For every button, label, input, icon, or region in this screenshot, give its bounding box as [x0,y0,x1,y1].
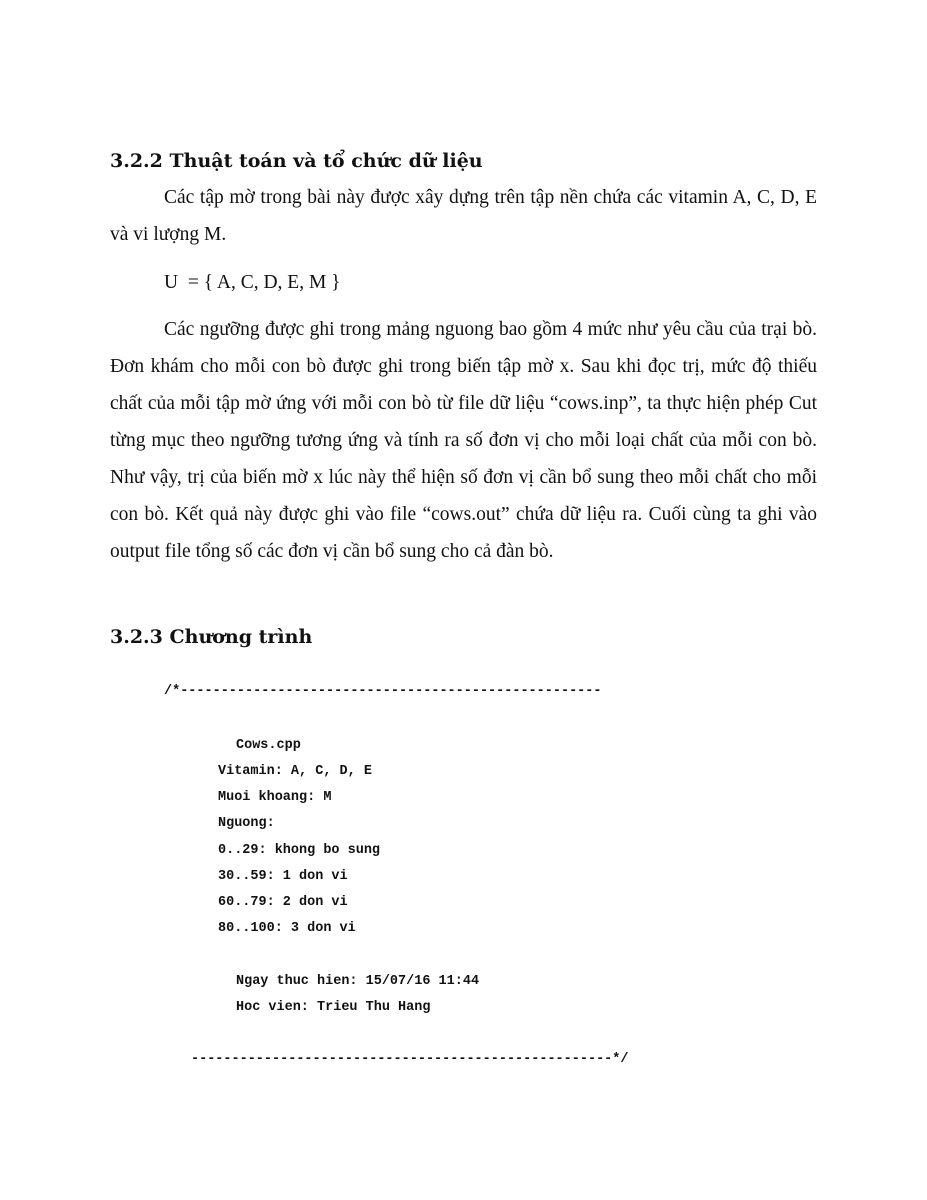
code-line-threshold-0: 0..29: khong bo sung [218,843,381,858]
code-line-threshold-2: 60..79: 2 don vi [218,895,348,910]
code-line-vitamin: Vitamin: A, C, D, E [218,764,372,779]
paragraph-thresholds: Các ngưỡng được ghi trong mảng nguong bao gồm 4 mức như yêu cầu của trại bò. Đơn khám cho mỗi con bò được ghi trong biến tập mờ x. Sau khi đọc trị, mức độ thiếu chất của mỗi tập mờ ứng với mỗi con bò từ file dữ liệu “cows.inp”, ta thực hiện phép Cut từng mục theo ngưỡng tương ứng và tính ra số đơn vị cho mỗi loại chất của mỗi con bò. Như vậy, trị của biến mờ x lúc này thể hiện số đơn vị cần bổ sung theo mỗi chất cho mỗi con bò. Kết quả này được ghi vào file “cows.out” chứa dữ liệu ra. Cuối cùng ta ghi vào output file tổng số các đơn vị cần bổ sung cho cả đàn bò. [110,319,817,562]
code-line-threshold-3: 80..100: 3 don vi [218,921,356,936]
code-author-line: Hoc vien: Trieu Thu Hang [236,1000,431,1015]
section-heading-program: 3.2.3 Chương trình [110,626,313,648]
code-line-mineral: Muoi khoang: M [218,790,332,805]
code-line-threshold-title: Nguong: [218,816,275,831]
code-line-threshold-1: 30..59: 1 don vi [218,869,348,884]
code-date-line: Ngay thuc hien: 15/07/16 11:44 [236,974,480,989]
code-comment-open: /*---------------------------------------------------- [164,684,602,699]
code-comment-close: ----------------------------------------------------*/ [191,1052,629,1067]
universe-formula: U = { A, C, D, E, M } [164,272,341,293]
paragraph-fuzzy-sets: Các tập mờ trong bài này được xây dựng trên tập nền chứa các vitamin A, C, D, E và vi lượng M. [110,187,817,245]
code-filename: Cows.cpp [236,738,301,753]
section-heading-algorithm: 3.2.2 Thuật toán và tổ chức dữ liệu [110,150,483,172]
